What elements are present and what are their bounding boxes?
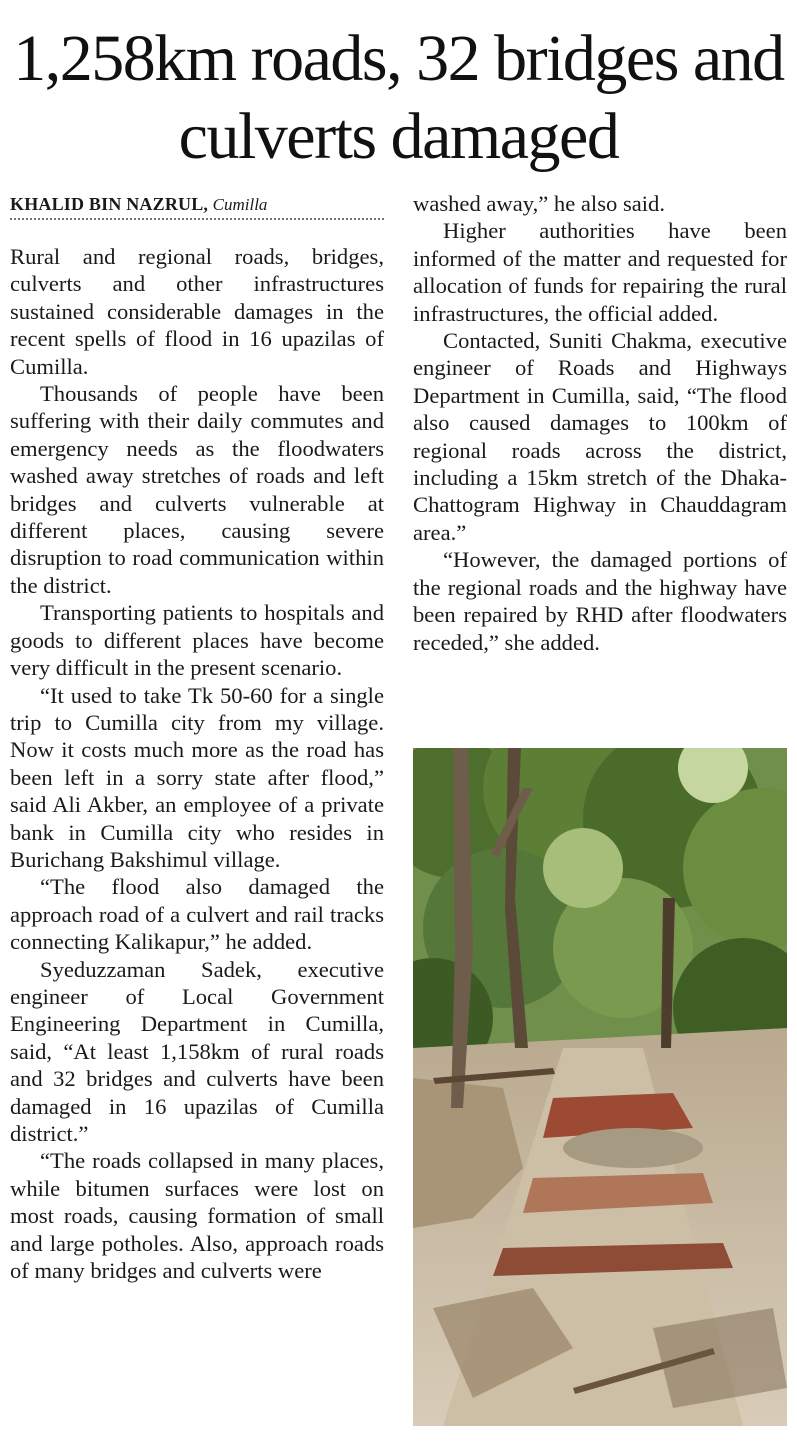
- paragraph-10: Contacted, Suniti Chakma, executive engineer of Roads and Highways Department in Cumilla, said, “The flood also caused damages to 100km of regional roads across the district, including a 15km stretch of the Dhaka-Chattogram Highway in Chauddagram area.”: [413, 328, 787, 545]
- paragraph-5: “The flood also damaged the approach road of a culvert and rail tracks connecting Kalikapur,” he added.: [10, 874, 384, 955]
- byline-author: KHALID BIN NAZRUL,: [10, 194, 209, 214]
- headline: 1,258km roads, 32 bridges and culverts damaged: [13, 22, 784, 173]
- article-column-left: [10, 243, 384, 1284]
- flood-damage-photo: [413, 748, 787, 1426]
- paragraph-6: Syeduzzaman Sadek, executive engineer of Local Government Engineering Department in Cumilla, said, “At least 1,158km of rural roads and 32 bridges and culverts have been damaged in 16 upazilas of Cumilla district.”: [10, 956, 384, 1146]
- paragraph-3: Transporting patients to hospitals and goods to different places have become very difficult in the present scenario.: [10, 600, 384, 681]
- article-column-right: [413, 190, 787, 656]
- paragraph-8: washed away,” he also said.: [413, 191, 665, 216]
- paragraph-9: Higher authorities have been informed of the matter and requested for allocation of funds for repairing the rural infrastructures, the official added.: [413, 218, 787, 326]
- paragraph-11: “However, the damaged portions of the regional roads and the highway have been repaired by RHD after floodwaters receded,” she added.: [413, 547, 787, 655]
- byline-location: Cumilla: [212, 195, 268, 214]
- paragraph-4: “It used to take Tk 50-60 for a single trip to Cumilla city from my village. Now it costs much more as the road has been left in a sorry state after flood,” said Ali Akber, an employee of a private bank in Cumilla city who resides in Burichang Bakshimul village.: [10, 682, 384, 872]
- paragraph-1: Rural and regional roads, bridges, culverts and other infrastructures sustained considerable damages in the recent spells of flood in 16 upazilas of Cumilla.: [10, 244, 384, 379]
- paragraph-2: Thousands of people have been suffering with their daily commutes and emergency needs as the floodwaters washed away stretches of roads and left bridges and culverts vulnerable at different places, causing severe disruption to road communication within the district.: [10, 381, 384, 598]
- paragraph-7: “The roads collapsed in many places, while bitumen surfaces were lost on most roads, causing formation of small and large potholes. Also, approach roads of many bridges and culverts were: [10, 1148, 384, 1284]
- byline: [10, 192, 384, 220]
